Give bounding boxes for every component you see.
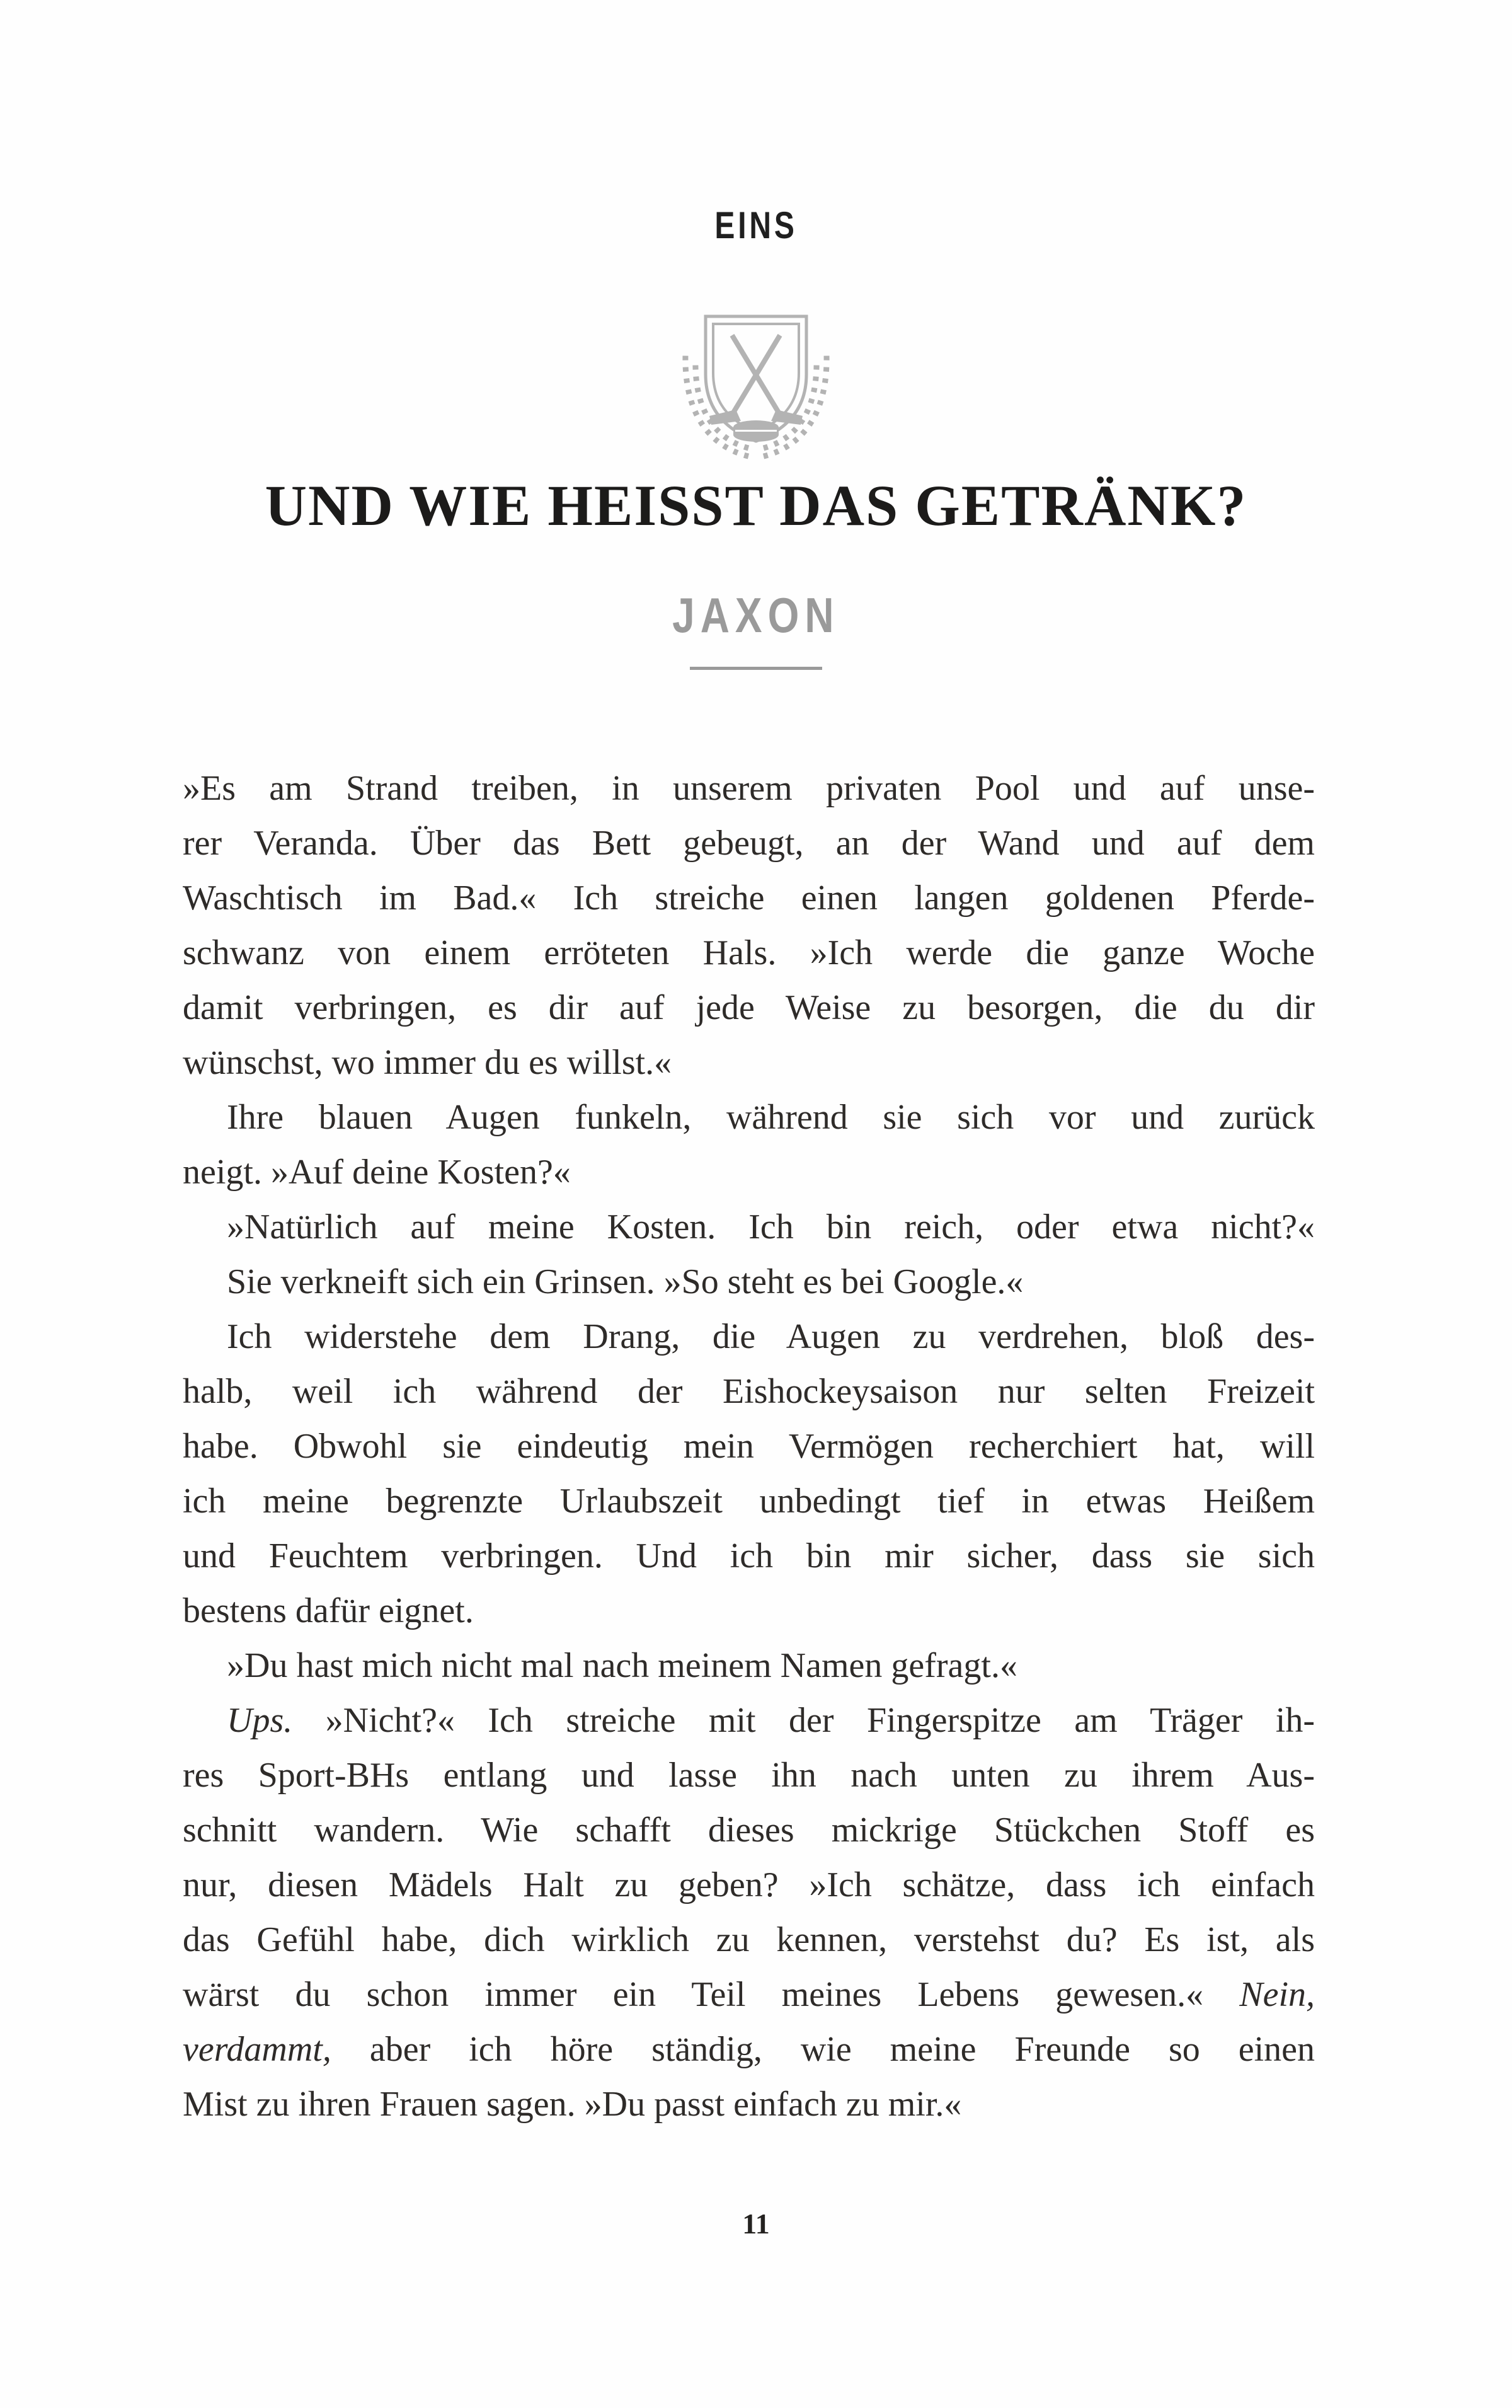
text-segment: »Natürlich auf meine Kosten. Ich bin reich, oder etwa nicht?« <box>227 1207 1315 1247</box>
italic-text-segment: Ups. <box>227 1701 293 1740</box>
text-line <box>183 926 1315 981</box>
text-line <box>183 981 1315 1035</box>
text-line <box>183 1913 1315 1967</box>
text-segment: rer Veranda. Über das Bett gebeugt, an der Wand und auf dem <box>183 824 1315 863</box>
text-segment: wärst du schon immer ein Teil meines Lebens gewesen.« <box>183 1975 1240 2014</box>
text-line <box>183 1419 1315 1474</box>
text-line <box>183 2022 1315 2077</box>
text-line <box>183 1858 1315 1913</box>
text-line <box>183 1529 1315 1584</box>
text-line <box>183 1200 1315 1255</box>
text-segment: schwanz von einem erröteten Hals. »Ich werde die ganze Woche <box>183 933 1315 972</box>
text-line <box>183 1035 1315 1090</box>
text-segment: »Nicht?« Ich streiche mit der Fingerspitze am Träger ih- <box>292 1701 1315 1740</box>
text-line <box>183 1748 1315 1803</box>
text-segment: Waschtisch im Bad.« Ich streiche einen langen goldenen Pferde- <box>183 879 1315 918</box>
text-segment: damit verbringen, es dir auf jede Weise zu besorgen, die du dir <box>183 988 1315 1027</box>
text-line <box>183 761 1315 816</box>
hockey-crest-icon <box>675 310 837 463</box>
italic-text-segment: Nein, <box>1239 1975 1315 2014</box>
text-line <box>183 1584 1315 1639</box>
text-line <box>183 1693 1315 1748</box>
text-segment: bestens dafür eignet. <box>183 1591 474 1630</box>
text-segment: wünschst, wo immer du es willst.« <box>183 1043 672 1082</box>
chapter-title: UND WIE HEISST DAS GETRÄNK? <box>265 473 1247 538</box>
text-segment: Ich widerstehe dem Drang, die Augen zu verdrehen, bloß des- <box>227 1317 1315 1356</box>
text-line <box>183 1639 1315 1693</box>
text-line <box>183 1474 1315 1529</box>
italic-text-segment: verdammt, <box>183 2030 331 2069</box>
text-line <box>183 816 1315 871</box>
text-segment: neigt. »Auf deine Kosten?« <box>183 1153 571 1192</box>
crest-svg <box>675 310 837 463</box>
text-segment: schnitt wandern. Wie schafft dieses mickrige Stückchen Stoff es <box>183 1811 1315 1850</box>
text-line <box>183 1255 1315 1310</box>
text-segment: »Du hast mich nicht mal nach meinem Namen gefragt.« <box>227 1646 1017 1685</box>
pov-character-name-label: JAXON <box>672 587 840 643</box>
text-segment: habe. Obwohl sie eindeutig mein Vermögen recherchiert hat, will <box>183 1427 1315 1466</box>
text-segment: Ihre blauen Augen funkeln, während sie sich vor und zurück <box>227 1098 1315 1137</box>
text-segment: Mist zu ihren Frauen sagen. »Du passt einfach zu mir.« <box>183 2085 962 2124</box>
puck-highlight <box>735 430 777 432</box>
text-segment: res Sport-BHs entlang und lasse ihn nach unten zu ihrem Aus- <box>183 1756 1315 1795</box>
text-segment: und Feuchtem verbringen. Und ich bin mir sicher, dass sie sich <box>183 1536 1315 1576</box>
chapter-number-label: EINS <box>714 204 798 246</box>
text-segment: ich meine begrenzte Urlaubszeit unbedingt tief in etwas Heißem <box>183 1482 1315 1521</box>
text-segment: Sie verkneift sich ein Grinsen. »So steht es bei Google.« <box>227 1262 1024 1301</box>
text-line <box>183 1967 1315 2022</box>
divider-rule <box>690 667 822 670</box>
text-line <box>183 871 1315 926</box>
text-segment: das Gefühl habe, dich wirklich zu kennen, verstehst du? Es ist, als <box>183 1920 1315 1959</box>
page-number: 11 <box>742 2208 770 2240</box>
text-line <box>183 1364 1315 1419</box>
text-line <box>183 1803 1315 1858</box>
text-segment: »Es am Strand treiben, in unserem privaten Pool und auf unse- <box>183 769 1315 808</box>
text-segment: nur, diesen Mädels Halt zu geben? »Ich schätze, dass ich einfach <box>183 1865 1315 1904</box>
text-segment: aber ich höre ständig, wie meine Freunde so einen <box>331 2030 1315 2069</box>
pov-character-name <box>0 586 1512 645</box>
text-line <box>183 1090 1315 1145</box>
body-text <box>183 761 1315 2132</box>
text-line <box>183 2077 1315 2132</box>
text-line <box>183 1310 1315 1364</box>
chapter-number <box>0 203 1512 248</box>
text-line <box>183 1145 1315 1200</box>
text-segment: halb, weil ich während der Eishockeysaison nur selten Freizeit <box>183 1372 1315 1411</box>
